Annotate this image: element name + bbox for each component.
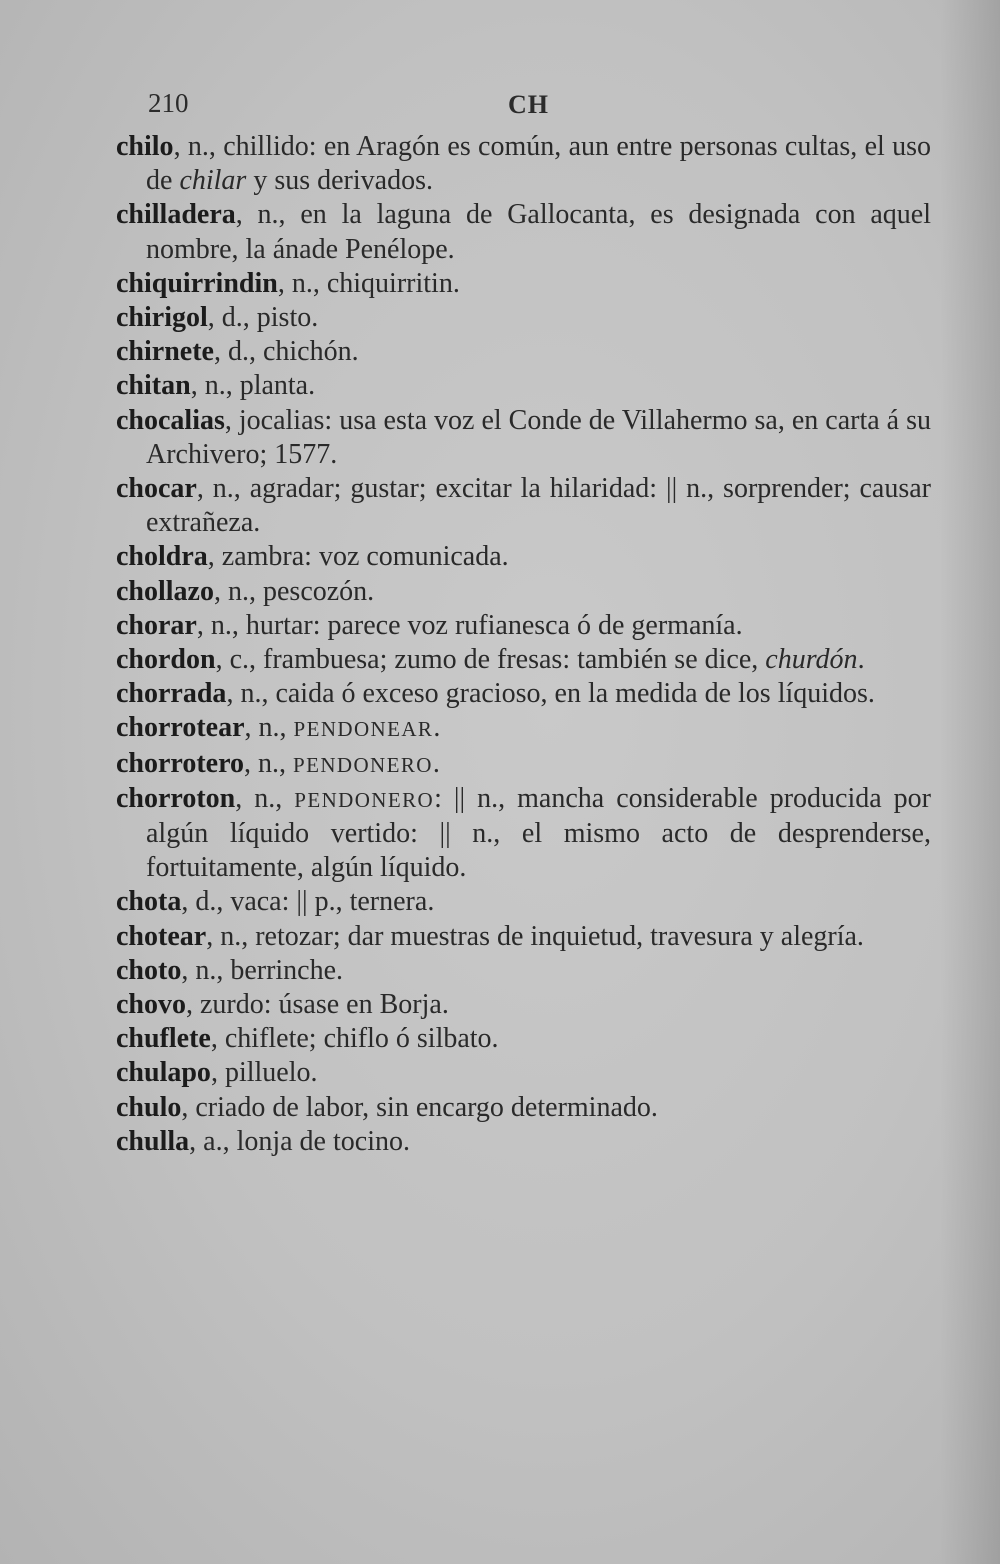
dictionary-entry [116,920,931,954]
dictionary-entry [116,267,931,301]
entry-definition: , n., agradar; gustar; excitar la hilaridad: || n., sorprender; causar extrañeza. [146,473,931,539]
entry-headword: choldra [116,541,208,573]
entry-definition: , n., berrinche. [181,954,344,986]
entry-headword: chulapo [116,1057,211,1089]
entry-definition: , zambra: voz comunicada. [207,541,509,573]
entry-headword: chotear [116,920,207,952]
entry-definition: , n., [244,712,294,744]
dictionary-entry [116,711,931,746]
entry-definition: , d., vaca: || p., ternera. [181,886,435,918]
entry-headword: chovo [116,989,186,1021]
entry-italic-term: churdón [765,644,858,676]
dictionary-entry [116,954,931,988]
entry-headword: chitan [116,370,191,402]
entry-headword: chorroton [116,782,236,814]
entry-definition: , n., planta. [190,370,316,402]
entry-headword: chocalias [116,404,225,436]
entry-definition: , n., [235,782,295,814]
entry-definition: , zurdo: úsase en Borja. [186,989,449,1021]
dictionary-entry [116,575,931,609]
dictionary-entry [116,540,931,574]
entry-headword: chilo [116,131,174,162]
entry-headword: choto [116,954,182,986]
dictionary-entry [116,404,931,472]
entry-headword: chollazo [116,575,214,607]
entry-definition: , n., hurtar: parece voz rufianesca ó de germanía. [196,609,743,641]
dictionary-entry [116,198,931,266]
dictionary-entry [116,472,931,540]
dictionary-entry [116,130,931,198]
entry-definition: , a., lonja de tocino. [189,1125,410,1157]
entry-definition: , d., chichón. [213,336,359,368]
entry-definition: , chiflete; chiflo ó silbato. [210,1023,499,1055]
entry-headword: chordon [116,644,216,676]
entry-definition-continued: . [432,747,440,779]
entry-cross-reference: PENDONERO [294,787,435,812]
dictionary-entry [116,885,931,919]
entry-definition: , criado de labor, sin encargo determinado. [181,1091,658,1123]
dictionary-entry [116,1091,931,1125]
entry-cross-reference: PENDONERO [293,752,433,777]
entry-definition: , n., [244,747,294,779]
entry-definition: , n., pescozón. [214,575,375,607]
entry-definition: , jocalias: usa esta voz el Conde de Villahermo sa, en carta á su Archivero; 1577. [146,404,932,470]
entry-definition-continued: . [433,712,441,744]
dictionary-entry [116,1022,931,1056]
entry-headword: chorar [116,609,197,641]
entry-definition: , pilluelo. [210,1057,318,1089]
entry-list [116,130,931,1159]
entry-cross-reference: PENDONEAR [293,717,434,742]
entry-headword: chorrotear [116,712,245,744]
entry-headword: chirnete [116,336,214,368]
dictionary-entry [116,747,931,782]
entry-headword: chota [116,886,182,918]
entry-headword: chulo [116,1091,182,1123]
entry-definition: , n., chillido: en Aragón es común, aun entre personas cultas, el uso de [146,131,931,197]
entry-headword: chiquirrindin [116,267,278,299]
section-heading: CH [508,90,549,119]
entry-definition: , n., chiquirritin. [277,267,460,299]
entry-headword: chulla [116,1125,190,1157]
dictionary-entry [116,301,931,335]
dictionary-entry [116,782,931,886]
entry-headword: chuflete [116,1023,211,1055]
page-header [148,88,928,128]
dictionary-entry [116,677,931,711]
entry-headword: chilladera [116,199,236,231]
entry-definition: , n., en la laguna de Gallocanta, es designada con aquel nombre, la ánade Penélope. [146,199,931,265]
dictionary-entry [116,643,931,677]
dictionary-entry [116,609,931,643]
entry-headword: chorrotero [116,747,245,779]
entry-definition: , n., retozar; dar muestras de inquietud, travesura y alegría. [206,920,864,952]
entry-definition: , d., pisto. [207,302,319,334]
dictionary-entry [116,335,931,369]
entry-definition: , c., frambuesa; zumo de fresas: también se dice, [215,644,766,676]
entry-definition-continued: : || n., mancha considerable producida por algún líquido vertido: || n., el mismo acto de desprenderse, fortuitamente, algún líquido. [146,782,932,884]
entry-headword: chocar [116,473,197,505]
entry-headword: chirigol [116,302,208,334]
entry-definition: , n., caida ó exceso gracioso, en la medida de los líquidos. [226,678,875,710]
entry-definition-continued: . [857,644,865,676]
dictionary-entry [116,369,931,403]
page-number: 210 [148,88,189,118]
dictionary-entry [116,988,931,1022]
dictionary-entry [116,1125,931,1159]
entry-definition-continued: y sus derivados. [246,165,433,197]
entry-italic-term: chilar [179,165,247,197]
dictionary-entry [116,1056,931,1090]
entry-headword: chorrada [116,678,227,710]
